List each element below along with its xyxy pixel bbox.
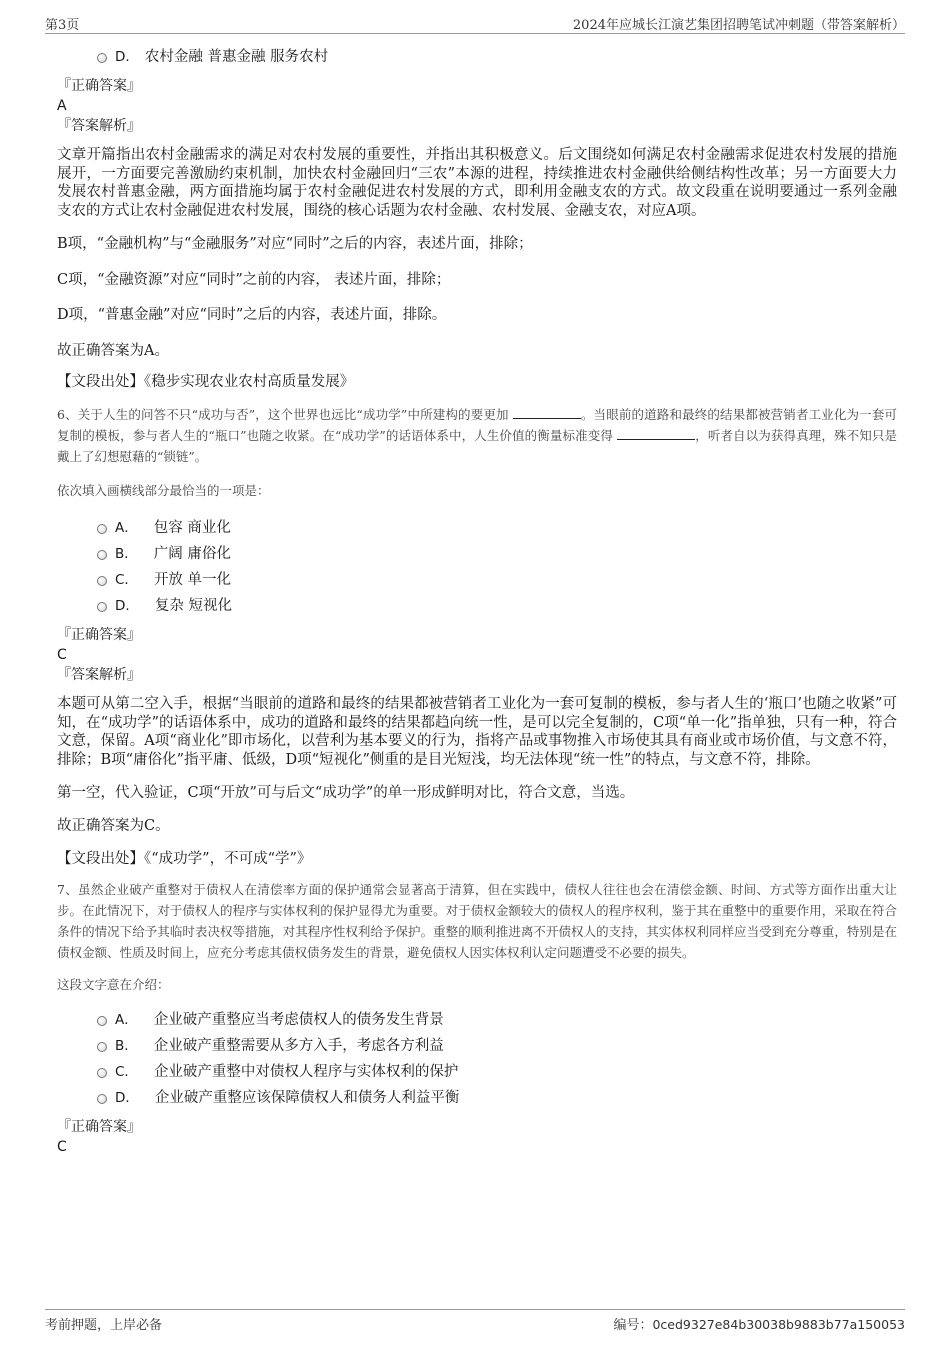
q7-option-c[interactable]: [57, 1059, 897, 1085]
code-label: 编号：: [613, 1318, 653, 1333]
option-letter: A．: [115, 520, 138, 536]
q5-source: 【文段出处】《稳步实现农业农村高质量发展》: [57, 374, 355, 390]
q7-options: [57, 1007, 897, 1111]
q6-option-d[interactable]: [57, 593, 897, 619]
q6-question: [57, 404, 897, 467]
option-text: 企业破产重整应当考虑债权人的债务发生背景: [153, 1012, 444, 1028]
q7-question: 7、虽然企业破产重整对于债权人在清偿率方面的保护通常会显著高于清算，但在实践中，债权人往往也会在清偿金额、时间、方式等方面作出重大让步。在此情况下，对于债权人的程序与实体权利的保护显得尤为重要。对于债权金额较大的债权人的程序权利，鉴于其在重整中的重要作用，采取在符合条件的情况下给予其临时表决权等措施，对其程序性权利给予保护。重整的顺利推进离不开债权人的支持，其实体权利同样应当受到充分尊重，特别是在债权金额、性质及时间上，应充分考虑其债权债务发生的背景，避免债权人因实体权利认定问题遭受不必要的损失。: [57, 882, 897, 960]
option-letter: A．: [115, 1012, 138, 1028]
option-text: 企业破产重整需要从多方入手，考虑各方利益: [153, 1038, 444, 1054]
option-letter: B．: [115, 546, 138, 562]
q5-option-d[interactable]: [57, 44, 897, 70]
page-number: 第3页: [45, 18, 80, 33]
option-text: 企业破产重整中对债权人程序与实体权利的保护: [153, 1064, 459, 1080]
q5-analysis-paragraph: D项，“普惠金融”对应“同时”之后的内容，表述片面，排除。: [57, 307, 447, 323]
q6-option-b[interactable]: [57, 541, 897, 567]
radio-icon[interactable]: [97, 576, 107, 586]
document-code: [613, 1314, 905, 1333]
code-value: 0ced9327e84b30038b9883b77a150053: [652, 1317, 905, 1332]
radio-icon[interactable]: [97, 524, 107, 534]
page-content: [57, 44, 897, 1157]
q6-analysis-tag: 『答案解析』: [57, 667, 141, 683]
option-text: 广阔 庸俗化: [153, 546, 231, 562]
radio-icon[interactable]: [97, 1094, 107, 1104]
q6-blank-2: [617, 428, 695, 440]
q7-prompt: 这段文字意在介绍：: [57, 977, 170, 992]
q7-option-a[interactable]: [57, 1007, 897, 1033]
option-letter: B．: [115, 1038, 138, 1054]
q5-analysis-paragraph: B项，“金融机构”与“金融服务”对应“同时”之后的内容，表述片面，排除；: [57, 236, 533, 252]
option-text: 农村金融 普惠金融 服务农村: [144, 49, 329, 65]
option-text: 复杂 短视化: [154, 598, 233, 614]
q6-answer-tag: 『正确答案』: [57, 627, 141, 643]
q5-analysis-paragraph: C项，“金融资源”对应“同时”之前的内容， 表述片面，排除；: [57, 271, 451, 288]
q7-option-b[interactable]: [57, 1033, 897, 1059]
radio-icon[interactable]: [97, 602, 107, 612]
document-title: 2024年应城长江演艺集团招聘笔试冲刺题（带答案解析）: [572, 18, 905, 33]
q5-answer-tag: 『正确答案』: [57, 78, 141, 94]
q6-question-part: 。当眼前的道路和最终的结果都被营销者工业化为一套可复制的模板，参与者人生的“瓶口”也随之收紧。在“成功学”的话语体系中，人生价值的衡量标准变得: [57, 407, 897, 443]
q6-analysis-paragraph: 第一空，代入验证，C项“开放”可与后文“成功学”的单一形成鲜明对比，符合文意，当选。: [57, 785, 635, 801]
footer-slogan: 考前押题，上岸必备: [45, 1318, 163, 1333]
q7-option-d[interactable]: [57, 1085, 897, 1111]
radio-icon[interactable]: [97, 550, 107, 560]
q5-analysis-paragraph: 文章开篇指出农村金融需求的满足对农村发展的重要性，并指出其积极意义。后文围绕如何满足农村金融需求促进农村发展的措施展开，一方面要完善激励约束机制，加快农村金融回归“三农”本源的进程，持续推进农村金融供给侧结构性改革；另一方面要大力发展农村普惠金融，两方面措施均属于农村金融促进农村发展的方式，即利用金融支农的方式。故文段重在说明要通过一系列金融支农的方式让农村金融促进农村发展，围绕的核心话题为农村金融、农村发展、金融支农，对应A项。: [57, 147, 897, 219]
q6-option-c[interactable]: [57, 567, 897, 593]
option-letter: D．: [115, 49, 139, 65]
q5-answer: A: [57, 98, 67, 114]
option-letter: C．: [115, 1064, 138, 1080]
option-letter: D．: [115, 598, 139, 614]
radio-icon[interactable]: [97, 1016, 107, 1026]
q6-option-a[interactable]: [57, 515, 897, 541]
q6-question-part: 6、关于人生的问答不只“成功与否”，这个世界也远比“成功学”中所建构的要更加: [57, 407, 509, 422]
q6-analysis-paragraph: 本题可从第二空入手，根据“当眼前的道路和最终的结果都被营销者工业化为一套可复制的模板，参与者人生的‘瓶口’也随之收紧”可知，在“成功学”的话语体系中，成功的道路和最终的结果都趋向统一性，是可以完全复制的，C项“单一化”指单独，只有一种，符合文意，保留。A项“商业化”即市场化，以营利为基本要义的行为，指将产品或事物推入市场使其具有商业或市场价值，与文意不符，排除；B项“庸俗化”指平庸、低级，D项“短视化”侧重的是目光短浅，均无法体现“统一性”的特点，与文意不符，排除。: [57, 696, 897, 768]
q6-answer: C: [57, 647, 67, 663]
q6-question-part: ，听者自以为获得真理，殊不知只是戴上了幻想慰藉的“锁链”。: [57, 428, 897, 464]
q6-prompt: 依次填入画横线部分最恰当的一项是：: [57, 483, 270, 498]
option-letter: D．: [115, 1090, 139, 1106]
page-header: [45, 12, 905, 34]
page-footer: [45, 1309, 905, 1333]
q7-answer-tag: 『正确答案』: [57, 1119, 141, 1135]
q5-analysis-paragraph: 故正确答案为A。: [57, 342, 169, 359]
option-text: 企业破产重整应该保障债权人和债务人利益平衡: [154, 1090, 460, 1106]
q6-source: 【文段出处】《“成功学”，不可成“学”》: [57, 851, 312, 867]
option-letter: C．: [115, 572, 138, 588]
radio-icon[interactable]: [97, 1042, 107, 1052]
q6-blank-1: [513, 407, 581, 419]
q7-answer: C: [57, 1139, 67, 1155]
radio-icon[interactable]: [97, 53, 107, 63]
q5-analysis-tag: 『答案解析』: [57, 118, 141, 134]
option-text: 包容 商业化: [153, 520, 231, 536]
radio-icon[interactable]: [97, 1068, 107, 1078]
option-text: 开放 单一化: [153, 572, 232, 588]
q6-options: [57, 515, 897, 619]
q6-analysis-paragraph: 故正确答案为C。: [57, 817, 170, 834]
